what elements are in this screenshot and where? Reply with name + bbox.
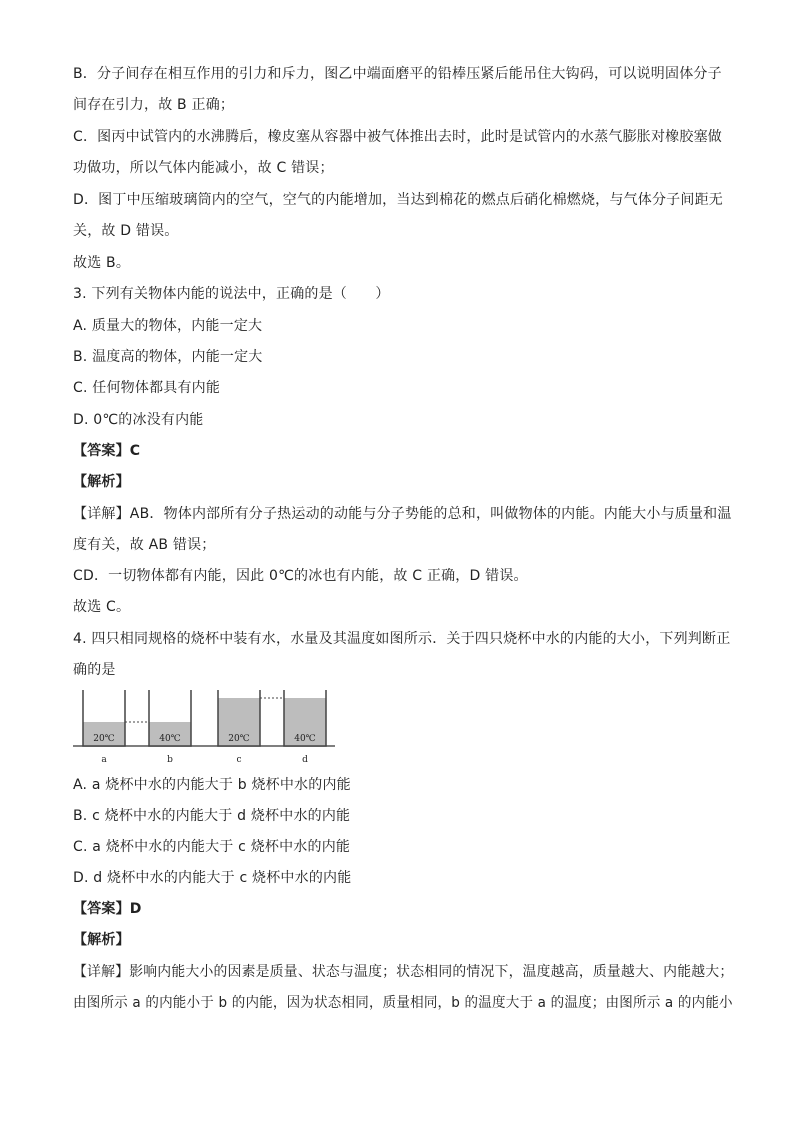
text-line: CD．一切物体都有内能，因此 0℃的冰也有内能，故 C 正确，D 错误。 bbox=[73, 568, 528, 584]
beaker-temp: 40℃ bbox=[294, 734, 316, 744]
text-line: 度有关，故 AB 错误； bbox=[73, 537, 216, 553]
text-line: B．分子间存在相互作用的引力和斥力，图乙中端面磨平的铅棒压紧后能吊住大钩码，可以说明固体分子 bbox=[73, 66, 722, 82]
beaker-label: b bbox=[167, 755, 173, 765]
beaker-c bbox=[218, 690, 260, 765]
text-line: 故选 B。 bbox=[73, 255, 131, 271]
option-d: D. d 烧杯中水的内能大于 c 烧杯中水的内能 bbox=[73, 870, 352, 886]
text-line: D．图丁中压缩玻璃筒内的空气，空气的内能增加，当达到棉花的燃点后硝化棉燃烧，与气体分子间距无 bbox=[73, 192, 723, 208]
option-a: A. 质量大的物体，内能一定大 bbox=[73, 318, 263, 334]
text-line: 间存在引力，故 B 正确； bbox=[73, 97, 235, 113]
beaker-label: d bbox=[302, 755, 308, 765]
analysis-label: 【解析】 bbox=[73, 932, 130, 948]
answer-label: 【答案】D bbox=[73, 901, 142, 917]
text-line: 功做功，所以气体内能减小，故 C 错误； bbox=[73, 160, 334, 176]
text-line: 故选 C。 bbox=[73, 599, 131, 615]
text-line: C．图丙中试管内的水沸腾后，橡皮塞从容器中被气体推出去时，此时是试管内的水蒸气膨胀对橡胶塞做 bbox=[73, 129, 722, 145]
beaker-label: c bbox=[236, 755, 242, 765]
text-line: 【详解】影响内能大小的因素是质量、状态与温度；状态相同的情况下，温度越高，质量越大、内能越大； bbox=[73, 964, 734, 980]
option-c: C. 任何物体都具有内能 bbox=[73, 380, 221, 396]
option-b: B. c 烧杯中水的内能大于 d 烧杯中水的内能 bbox=[73, 808, 351, 824]
beaker-temp: 40℃ bbox=[159, 734, 181, 744]
option-d: D. 0℃的冰没有内能 bbox=[73, 412, 204, 428]
beaker-figure bbox=[73, 686, 335, 766]
beaker-label: a bbox=[101, 755, 107, 765]
option-b: B. 温度高的物体，内能一定大 bbox=[73, 349, 263, 365]
question-3-stem: 3. 下列有关物体内能的说法中，正确的是（ ） bbox=[73, 286, 390, 302]
text-line: 由图所示 a 的内能小于 b 的内能，因为状态相同，质量相同，b 的温度大于 a 的温度；由图所示 a 的内能小 bbox=[73, 995, 733, 1011]
beaker-temp: 20℃ bbox=[93, 734, 115, 744]
text-line: 确的是 bbox=[73, 662, 116, 678]
option-a: A. a 烧杯中水的内能大于 b 烧杯中水的内能 bbox=[73, 777, 351, 793]
option-c: C. a 烧杯中水的内能大于 c 烧杯中水的内能 bbox=[73, 839, 351, 855]
question-4-stem: 4. 四只相同规格的烧杯中装有水，水量及其温度如图所示．关于四只烧杯中水的内能的大小，下列判断正 bbox=[73, 631, 731, 647]
text-line: 【详解】AB．物体内部所有分子热运动的动能与分子势能的总和，叫做物体的内能。内能大小与质量和温 bbox=[73, 506, 732, 522]
beaker-b bbox=[149, 690, 191, 765]
beaker-temp: 20℃ bbox=[228, 734, 250, 744]
beaker-a bbox=[83, 690, 125, 765]
answer-label: 【答案】C bbox=[73, 443, 141, 459]
analysis-label: 【解析】 bbox=[73, 474, 130, 490]
text-line: 关，故 D 错误。 bbox=[73, 223, 179, 239]
beaker-d bbox=[284, 690, 326, 765]
